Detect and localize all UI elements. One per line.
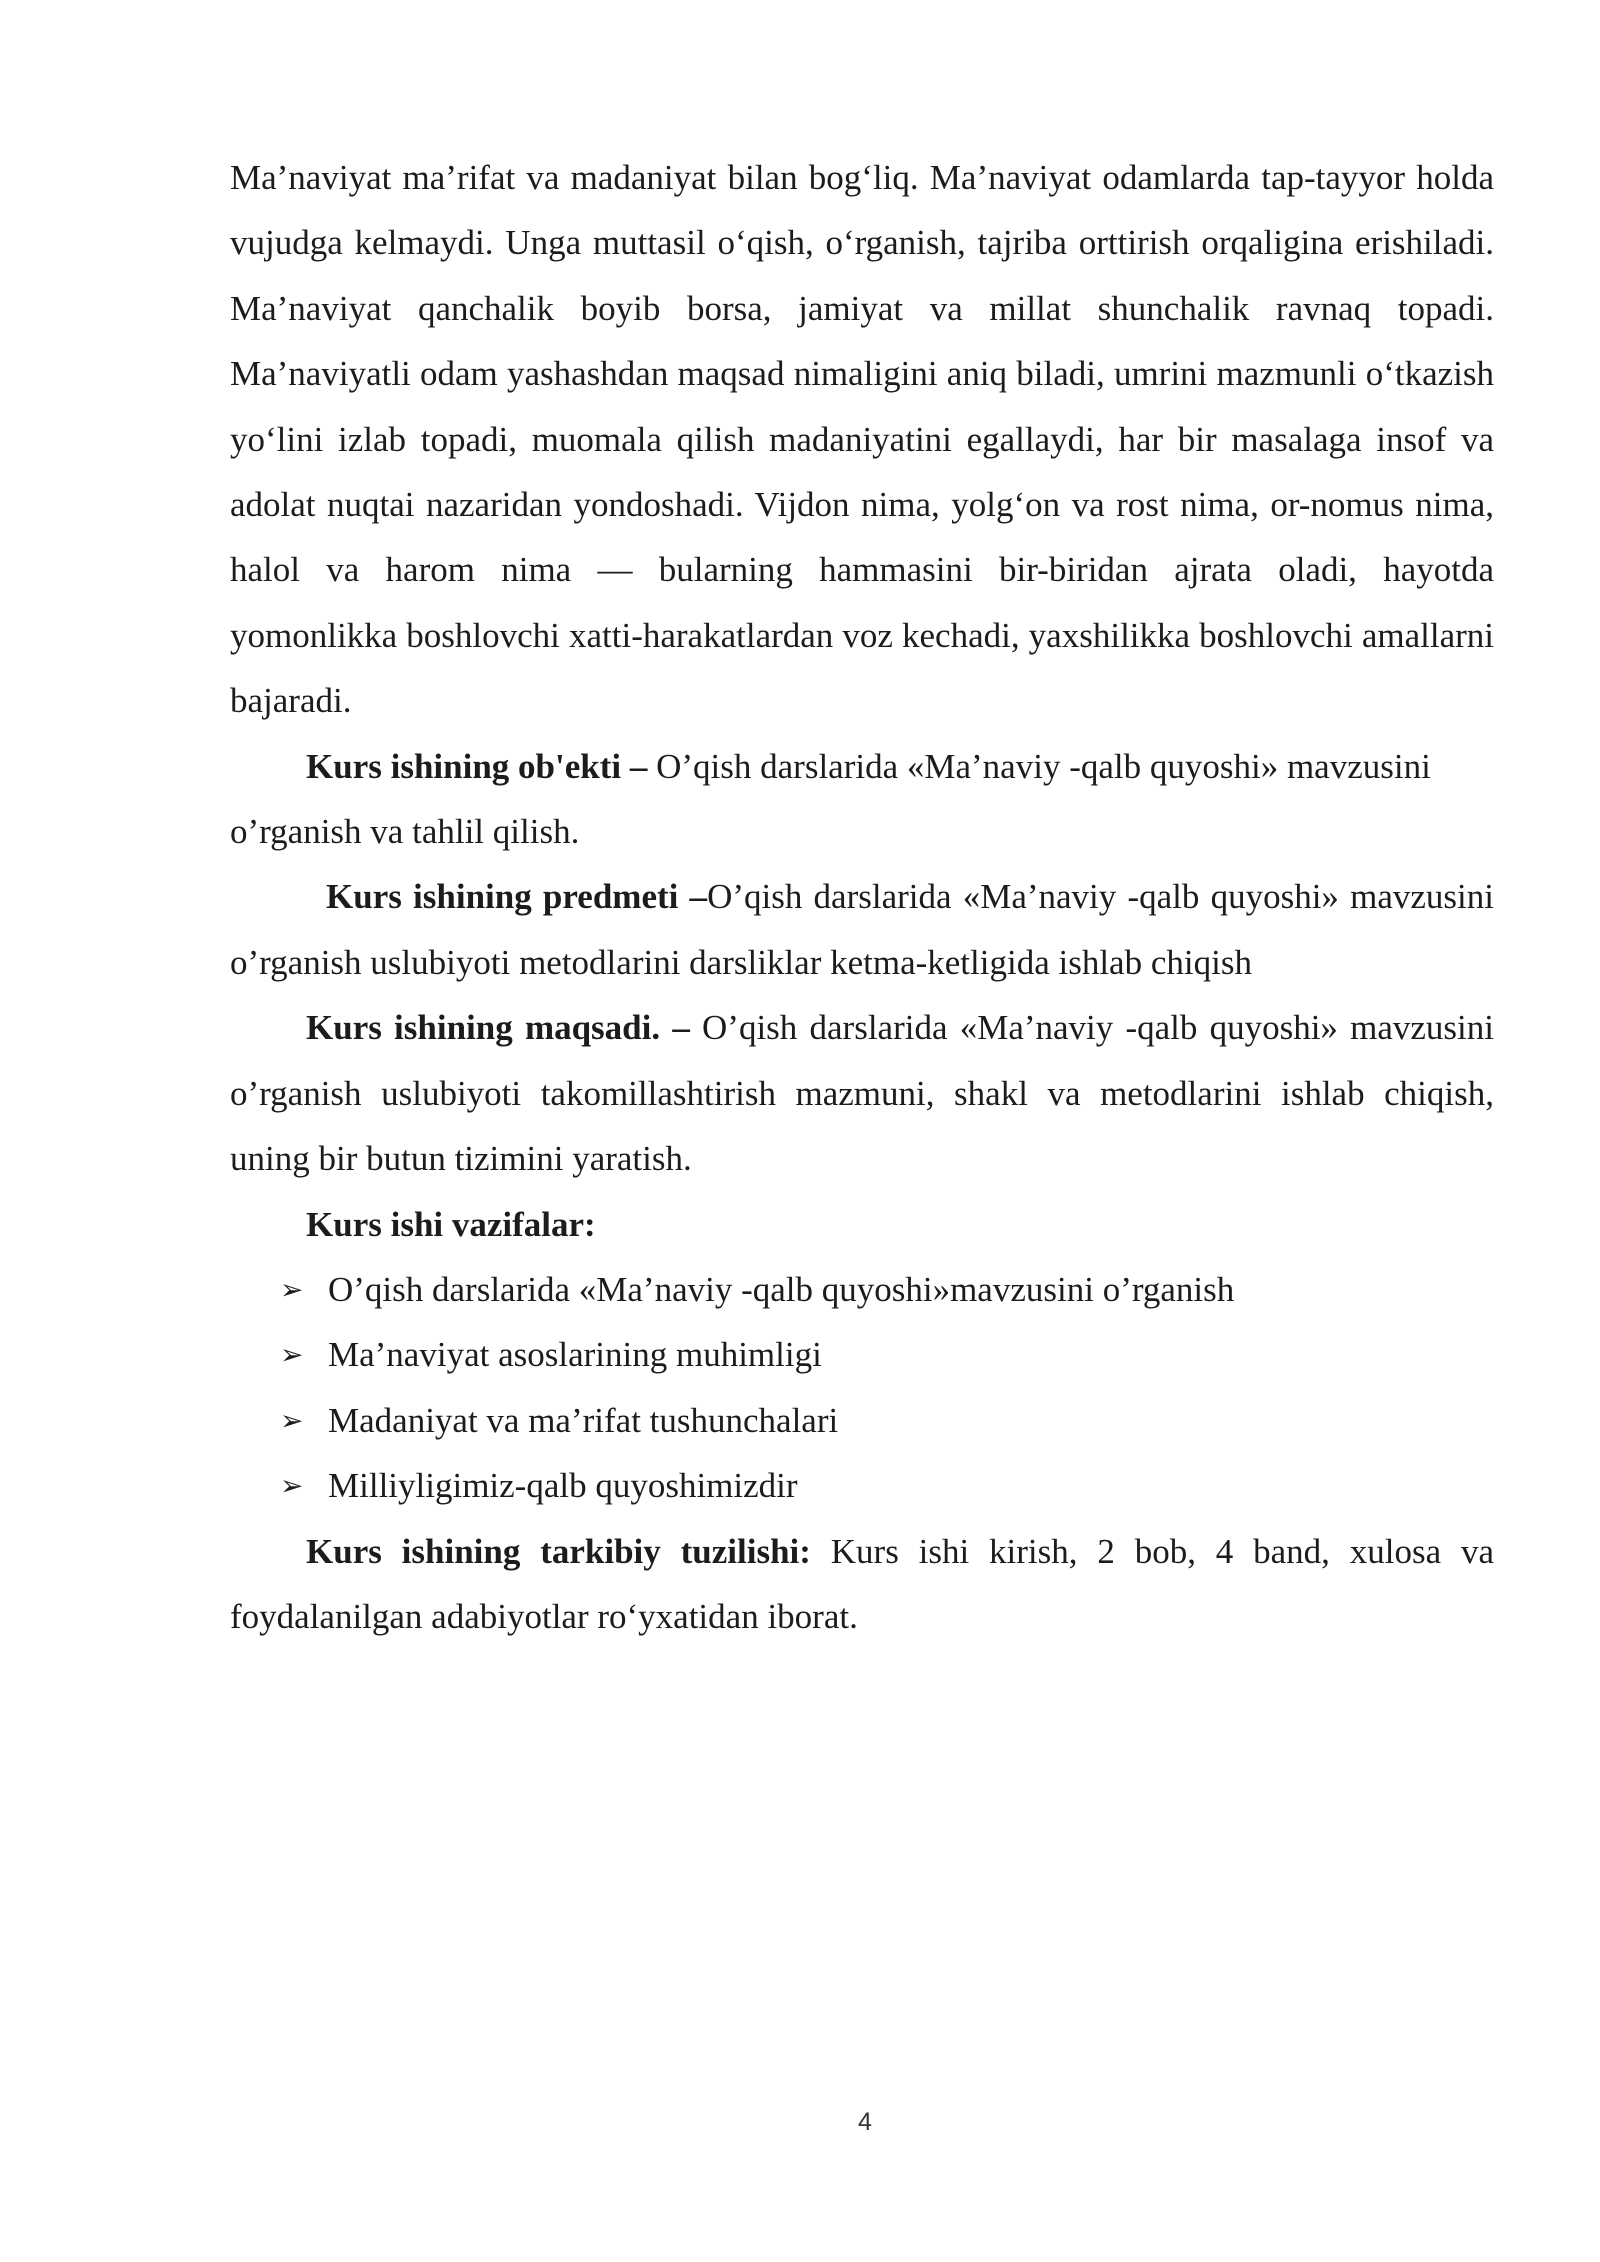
list-item: [230, 1388, 1494, 1453]
structure-paragraph: [230, 1519, 1494, 1650]
arrow-bullet-icon: ➢: [280, 1338, 304, 1372]
list-item: [230, 1257, 1494, 1322]
goal-text: O’qish darslarida «Ma’naviy -qalb quyoshi» mavzusini o’rganish uslubiyoti takomillashtirish mazmuni, shakl va metodlarini ishlab chiqish, uning bir butun tizimini yaratish.: [230, 1008, 1494, 1179]
subject-text: O’qish darslarida «Ma’naviy -qalb quyoshi» mavzusini o’rganish uslubiyoti metodlarini darsliklar ketma-ketligida ishlab chiqish: [230, 877, 1494, 982]
goal-paragraph: [230, 995, 1494, 1191]
object-text: O’qish darslarida «Ma’naviy -qalb quyoshi» mavzusini o’rganish va tahlil qilish.: [230, 746, 1431, 852]
page-number: 4: [858, 2108, 872, 2136]
tasks-heading: Kurs ishi vazifalar:: [306, 1204, 596, 1244]
arrow-bullet-icon: ➢: [280, 1272, 304, 1306]
goal-label: Kurs ishining maqsadi. –: [306, 1008, 690, 1048]
list-item: [230, 1453, 1494, 1518]
tasks-list: [230, 1257, 1494, 1519]
intro-paragraph: Ma’naviyat ma’rifat va madaniyat bilan bog‘liq. Ma’naviyat odamlarda tap-tayyor holda vujudga kelmaydi. Unga muttasil o‘qish, o‘rganish, tajriba orttirish orqaligina erishiladi. Ma’naviyat qanchalik boyib borsa, jamiyat va millat shunchalik ravnaq topadi. Ma’naviyatli odam yashashdan maqsad nimaligini aniq biladi, umrini mazmunli o‘tkazish yo‘lini izlab topadi, muomala qilish madaniyatini egallaydi, har bir masalaga insof va adolat nuqtai nazaridan yondoshadi. Vijdon nima, yolg‘on va rost nima, or-nomus nima, halol va harom nima — bularning hammasini bir-biridan ajrata oladi, hayotda yomonlikka boshlovchi xatti-harakatlardan voz kechadi, yaxshilikka boshlovchi amallarni bajaradi.: [230, 158, 1494, 721]
subject-label: Kurs ishining predmeti –: [326, 877, 708, 917]
task-item-text: O’qish darslarida «Ma’naviy -qalb quyoshi»mavzusini o’rganish: [328, 1269, 1235, 1309]
arrow-bullet-icon: ➢: [280, 1469, 304, 1503]
subject-paragraph: [230, 864, 1494, 995]
arrow-bullet-icon: ➢: [280, 1403, 304, 1437]
object-label: Kurs ishining ob'ekti –: [306, 746, 648, 786]
task-item-text: Madaniyat va ma’rifat tushunchalari: [328, 1400, 839, 1440]
task-item-text: Ma’naviyat asoslarining muhimligi: [328, 1335, 822, 1375]
page-content: [230, 145, 1494, 1649]
object-paragraph: [230, 734, 1494, 865]
list-item: [230, 1322, 1494, 1387]
task-item-text: Milliyligimiz-qalb quyoshimizdir: [328, 1466, 798, 1506]
structure-label: Kurs ishining tarkibiy tuzilishi:: [306, 1531, 811, 1571]
structure-text: Kurs ishi kirish, 2 bob, 4 band, xulosa va foydalanilgan adabiyotlar ro‘yxatidan iborat.: [230, 1531, 1495, 1636]
